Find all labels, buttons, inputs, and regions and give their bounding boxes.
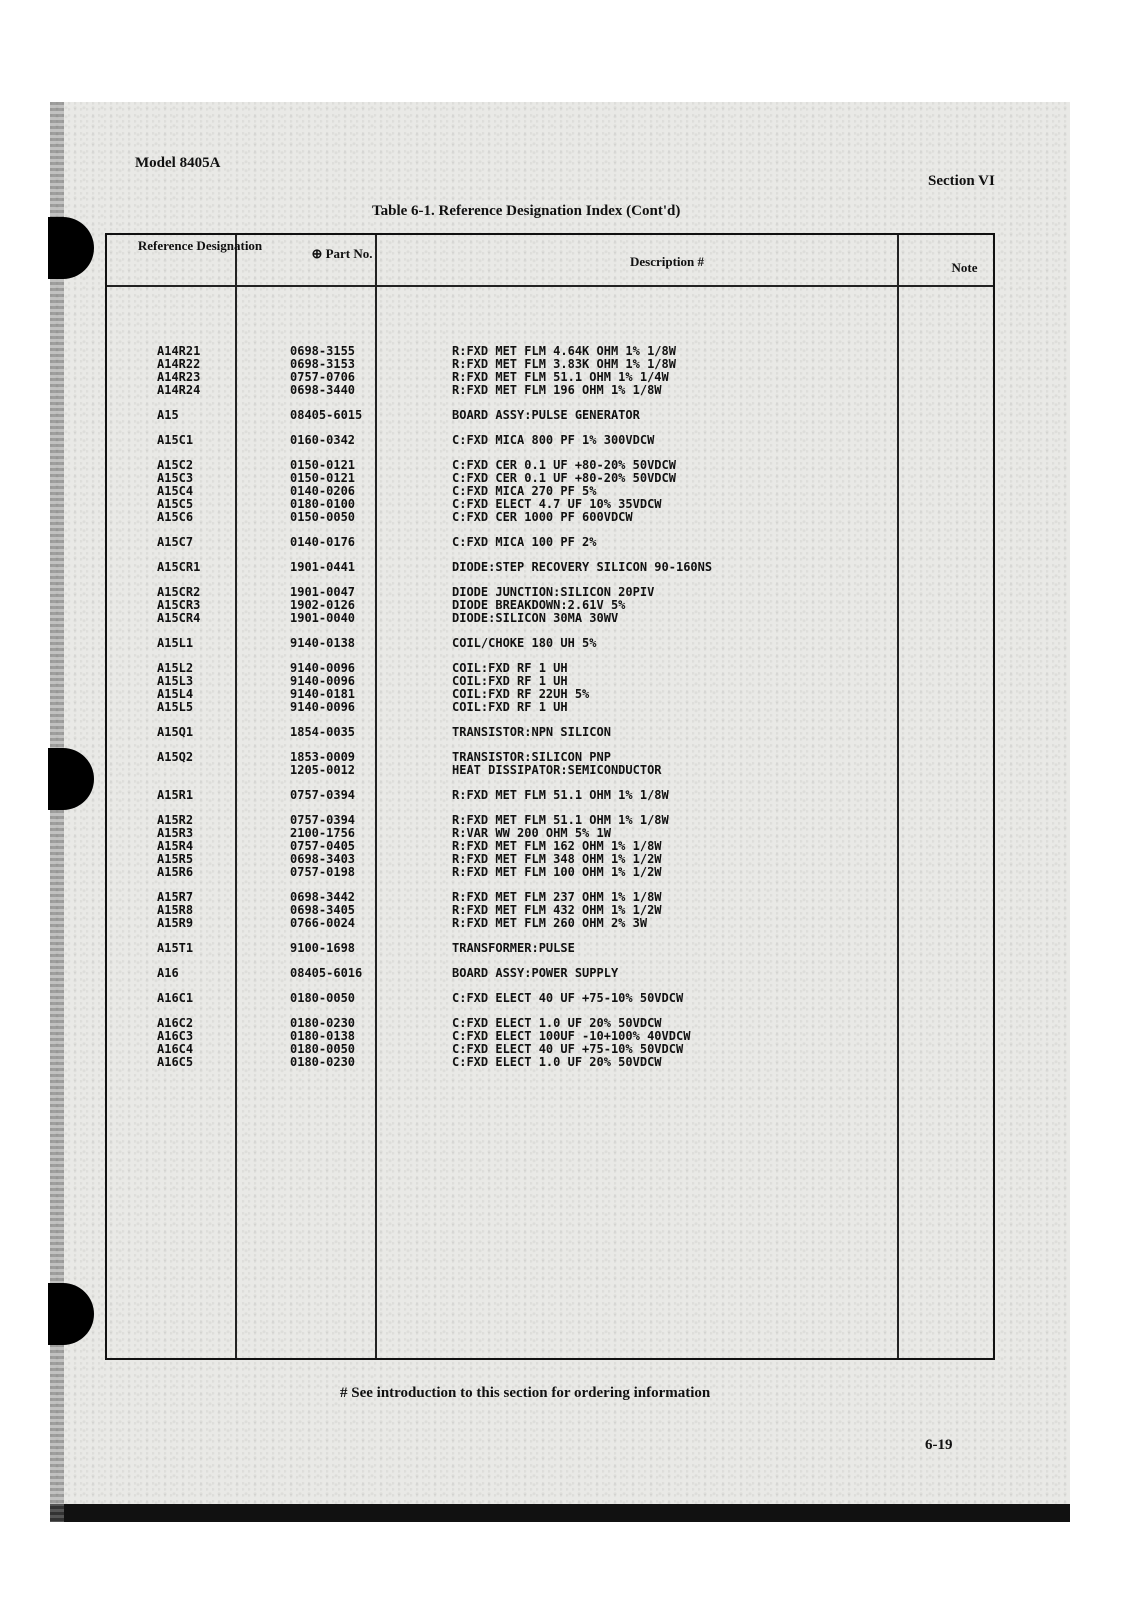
table-title: Table 6-1. Reference Designation Index (Cont'd) <box>372 203 681 219</box>
part-number-cell: 1901-0441 <box>290 560 356 574</box>
part-number-cell: 0180-0230 <box>290 1055 356 1069</box>
ref-designation-cell: A15C7 <box>157 535 194 549</box>
ref-designation-cell: A15L3 <box>157 674 194 688</box>
description-cell: BOARD ASSY:POWER SUPPLY <box>452 966 619 980</box>
ref-designation-cell: A16C5 <box>157 1055 194 1069</box>
description-cell: COIL:FXD RF 1 UH <box>452 674 568 688</box>
description-cell: DIODE BREAKDOWN:2.61V 5% <box>452 598 626 612</box>
part-number-cell: 0150-0050 <box>290 510 356 524</box>
row-group <box>107 942 993 955</box>
part-number-cell: 0766-0024 <box>290 916 356 930</box>
description-cell: C:FXD MICA 800 PF 1% 300VDCW <box>452 433 655 447</box>
row-group <box>107 992 993 1005</box>
description-cell: COIL/CHOKE 180 UH 5% <box>452 636 597 650</box>
ref-designation-cell: A15CR1 <box>157 560 201 574</box>
description-cell: R:FXD MET FLM 51.1 OHM 1% 1/4W <box>452 370 669 384</box>
row-group <box>107 586 993 625</box>
table-row <box>107 764 993 777</box>
table-row <box>107 637 993 650</box>
description-cell: R:FXD MET FLM 348 OHM 1% 1/2W <box>452 852 662 866</box>
ref-designation-cell: A15Q2 <box>157 750 194 764</box>
reference-designation-table <box>105 233 995 1360</box>
description-cell: BOARD ASSY:PULSE GENERATOR <box>452 408 640 422</box>
table-row <box>107 917 993 930</box>
row-group <box>107 345 993 397</box>
row-group <box>107 891 993 930</box>
table-row <box>107 536 993 549</box>
row-group <box>107 536 993 549</box>
table-body <box>107 345 993 1081</box>
row-group <box>107 814 993 879</box>
table-row <box>107 726 993 739</box>
part-number-cell: 0180-0138 <box>290 1029 356 1043</box>
description-cell: TRANSISTOR:SILICON PNP <box>452 750 611 764</box>
table-row <box>107 612 993 625</box>
part-number-cell: 1854-0035 <box>290 725 356 739</box>
part-number-cell: 0698-3440 <box>290 383 356 397</box>
part-number-cell: 0698-3403 <box>290 852 356 866</box>
description-cell: R:FXD MET FLM 237 OHM 1% 1/8W <box>452 890 662 904</box>
ref-designation-cell: A15R9 <box>157 916 194 930</box>
part-number-cell: 9140-0096 <box>290 661 356 675</box>
part-number-cell: 0180-0230 <box>290 1016 356 1030</box>
row-group <box>107 409 993 422</box>
description-cell: COIL:FXD RF 1 UH <box>452 661 568 675</box>
part-number-cell: 0698-3155 <box>290 344 356 358</box>
ref-designation-cell: A15L2 <box>157 661 194 675</box>
header-rule <box>107 285 993 287</box>
description-cell: DIODE:STEP RECOVERY SILICON 90-160NS <box>452 560 713 574</box>
part-number-cell: 0140-0176 <box>290 535 356 549</box>
ref-designation-cell: A15R8 <box>157 903 194 917</box>
description-cell: C:FXD CER 0.1 UF +80-20% 50VDCW <box>452 471 676 485</box>
column-header-part-no: ⊕ Part No. <box>311 246 373 261</box>
part-number-cell: 0757-0394 <box>290 813 356 827</box>
column-header-reference: Reference Designation <box>137 238 263 253</box>
ref-designation-cell: A15CR4 <box>157 611 201 625</box>
part-number-cell: 08405-6016 <box>290 966 363 980</box>
description-cell: R:FXD MET FLM 4.64K OHM 1% 1/8W <box>452 344 676 358</box>
ref-designation-cell <box>107 764 282 777</box>
description-cell: TRANSISTOR:NPN SILICON <box>452 725 611 739</box>
part-number-cell: 9140-0096 <box>290 700 356 714</box>
ref-designation-cell: A14R23 <box>157 370 201 384</box>
part-number-cell: 0698-3442 <box>290 890 356 904</box>
part-number-cell: 1205-0012 <box>290 763 356 777</box>
description-cell: C:FXD ELECT 40 UF +75-10% 50VDCW <box>452 991 684 1005</box>
ref-designation-cell: A15CR3 <box>157 598 201 612</box>
footnote: # See introduction to this section for ordering information <box>340 1385 711 1401</box>
row-group <box>107 637 993 650</box>
row-group <box>107 726 993 739</box>
table-row <box>107 789 993 802</box>
ref-designation-cell: A14R24 <box>157 383 201 397</box>
row-group <box>107 751 993 777</box>
ref-designation-cell: A15C4 <box>157 484 194 498</box>
part-number-cell: 0150-0121 <box>290 458 356 472</box>
column-header-description: Description # <box>629 254 705 269</box>
ref-designation-cell: A16C3 <box>157 1029 194 1043</box>
ref-designation-cell: A14R21 <box>157 344 201 358</box>
description-cell: DIODE:SILICON 30MA 30WV <box>452 611 619 625</box>
ref-designation-cell: A15C6 <box>157 510 194 524</box>
part-number-cell: 0757-0405 <box>290 839 356 853</box>
row-group <box>107 789 993 802</box>
ref-designation-cell: A15R2 <box>157 813 194 827</box>
table-row <box>107 1056 993 1069</box>
page-number: 6-19 <box>925 1437 953 1453</box>
description-cell: C:FXD ELECT 40 UF +75-10% 50VDCW <box>452 1042 684 1056</box>
table-row <box>107 409 993 422</box>
part-number-cell: 1853-0009 <box>290 750 356 764</box>
part-number-cell: 2100-1756 <box>290 826 356 840</box>
description-cell: C:FXD MICA 270 PF 5% <box>452 484 597 498</box>
part-number-cell: 0757-0706 <box>290 370 356 384</box>
description-cell: R:FXD MET FLM 432 OHM 1% 1/2W <box>452 903 662 917</box>
description-cell: R:FXD MET FLM 3.83K OHM 1% 1/8W <box>452 357 676 371</box>
description-cell: C:FXD MICA 100 PF 2% <box>452 535 597 549</box>
ref-designation-cell: A15L5 <box>157 700 194 714</box>
part-number-cell: 9140-0096 <box>290 674 356 688</box>
row-group <box>107 459 993 524</box>
ref-designation-cell: A15T1 <box>157 941 194 955</box>
description-cell: C:FXD CER 0.1 UF +80-20% 50VDCW <box>452 458 676 472</box>
ref-designation-cell: A15C5 <box>157 497 194 511</box>
part-number-cell: 0180-0100 <box>290 497 356 511</box>
table-row <box>107 701 993 714</box>
description-cell: R:FXD MET FLM 100 OHM 1% 1/2W <box>452 865 662 879</box>
description-cell: COIL:FXD RF 1 UH <box>452 700 568 714</box>
description-cell: C:FXD CER 1000 PF 600VDCW <box>452 510 633 524</box>
part-number-cell: 0698-3153 <box>290 357 356 371</box>
ref-designation-cell: A15L4 <box>157 687 194 701</box>
table-row <box>107 866 993 879</box>
ref-designation-cell: A14R22 <box>157 357 201 371</box>
ref-designation-cell: A15R4 <box>157 839 194 853</box>
description-cell: C:FXD ELECT 4.7 UF 10% 35VDCW <box>452 497 662 511</box>
row-group <box>107 434 993 447</box>
part-number-cell: 0180-0050 <box>290 991 356 1005</box>
ref-designation-cell: A15C1 <box>157 433 194 447</box>
row-group <box>107 967 993 980</box>
part-number-cell: 9100-1698 <box>290 941 356 955</box>
row-group <box>107 662 993 714</box>
description-cell: R:FXD MET FLM 51.1 OHM 1% 1/8W <box>452 813 669 827</box>
ref-designation-cell: A15C2 <box>157 458 194 472</box>
description-cell: R:FXD MET FLM 260 OHM 2% 3W <box>452 916 648 930</box>
description-cell: DIODE JUNCTION:SILICON 20PIV <box>452 585 655 599</box>
part-number-cell: 0180-0050 <box>290 1042 356 1056</box>
description-cell: COIL:FXD RF 22UH 5% <box>452 687 590 701</box>
description-cell: HEAT DISSIPATOR:SEMICONDUCTOR <box>452 763 662 777</box>
table-row <box>107 561 993 574</box>
description-cell: R:FXD MET FLM 162 OHM 1% 1/8W <box>452 839 662 853</box>
description-cell: R:FXD MET FLM 196 OHM 1% 1/8W <box>452 383 662 397</box>
row-group <box>107 1017 993 1069</box>
description-cell: C:FXD ELECT 1.0 UF 20% 50VDCW <box>452 1016 662 1030</box>
column-header-note: Note <box>951 260 978 275</box>
ref-designation-cell: A16C1 <box>157 991 194 1005</box>
table-row <box>107 511 993 524</box>
model-label: Model 8405A <box>135 155 221 171</box>
part-number-cell: 1902-0126 <box>290 598 356 612</box>
part-number-cell: 0160-0342 <box>290 433 356 447</box>
ref-designation-cell: A15C3 <box>157 471 194 485</box>
ref-designation-cell: A15CR2 <box>157 585 201 599</box>
ref-designation-cell: A15R1 <box>157 788 194 802</box>
part-number-cell: 0698-3405 <box>290 903 356 917</box>
part-number-cell: 1901-0040 <box>290 611 356 625</box>
part-number-cell: 9140-0181 <box>290 687 356 701</box>
table-row <box>107 967 993 980</box>
ref-designation-cell: A15Q1 <box>157 725 194 739</box>
table-row <box>107 942 993 955</box>
part-number-cell: 1901-0047 <box>290 585 356 599</box>
section-label: Section VI <box>928 173 995 189</box>
ref-designation-cell: A16 <box>157 966 179 980</box>
ref-designation-cell: A15R6 <box>157 865 194 879</box>
part-number-cell: 0140-0206 <box>290 484 356 498</box>
ref-designation-cell: A15R7 <box>157 890 194 904</box>
table-row <box>107 434 993 447</box>
ref-designation-cell: A15L1 <box>157 636 194 650</box>
ref-designation-cell: A16C2 <box>157 1016 194 1030</box>
ref-designation-cell: A15R5 <box>157 852 194 866</box>
ref-designation-cell: A16C4 <box>157 1042 194 1056</box>
part-number-cell: 0150-0121 <box>290 471 356 485</box>
part-number-cell: 0757-0394 <box>290 788 356 802</box>
description-cell: C:FXD ELECT 100UF -10+100% 40VDCW <box>452 1029 691 1043</box>
part-number-cell: 0757-0198 <box>290 865 356 879</box>
part-number-cell: 9140-0138 <box>290 636 356 650</box>
table-row <box>107 992 993 1005</box>
part-number-cell: 08405-6015 <box>290 408 363 422</box>
table-row <box>107 384 993 397</box>
description-cell: TRANSFORMER:PULSE <box>452 941 575 955</box>
description-cell: R:FXD MET FLM 51.1 OHM 1% 1/8W <box>452 788 669 802</box>
description-cell: R:VAR WW 200 OHM 5% 1W <box>452 826 611 840</box>
ref-designation-cell: A15 <box>157 408 179 422</box>
ref-designation-cell: A15R3 <box>157 826 194 840</box>
row-group <box>107 561 993 574</box>
description-cell: C:FXD ELECT 1.0 UF 20% 50VDCW <box>452 1055 662 1069</box>
